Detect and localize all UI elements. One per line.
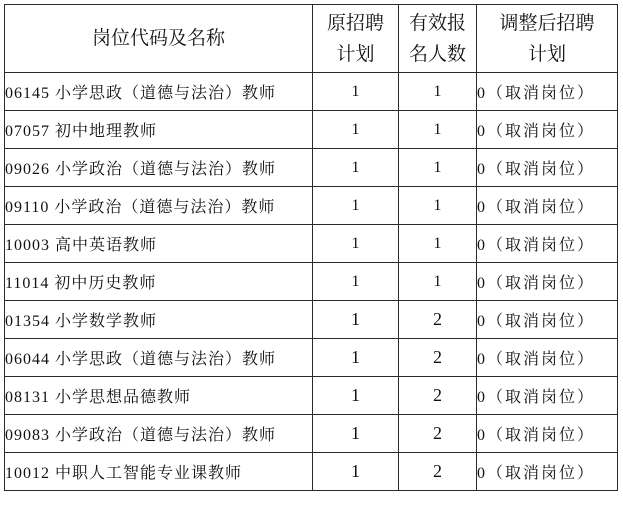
table-body <box>5 73 618 491</box>
adjusted-plan-cell: 0（取消岗位） <box>477 187 618 225</box>
table-row <box>5 339 618 377</box>
table-row <box>5 73 618 111</box>
original-plan-cell: 1 <box>313 415 399 453</box>
header-adjusted-plan: 调整后招聘 计划 <box>477 5 618 73</box>
header-original-plan: 原招聘 计划 <box>313 5 399 73</box>
adjusted-plan-cell: 0（取消岗位） <box>477 149 618 187</box>
adjusted-plan-cell: 0（取消岗位） <box>477 301 618 339</box>
table-row <box>5 415 618 453</box>
position-name-cell: 01354 小学数学教师 <box>5 301 313 339</box>
header-row <box>5 5 618 73</box>
original-plan-cell: 1 <box>313 187 399 225</box>
position-name-cell: 07057 初中地理教师 <box>5 111 313 149</box>
applicants-cell: 1 <box>399 111 477 149</box>
applicants-cell: 2 <box>399 377 477 415</box>
applicants-cell: 2 <box>399 301 477 339</box>
adjusted-plan-cell: 0（取消岗位） <box>477 377 618 415</box>
table-row <box>5 225 618 263</box>
position-name-cell: 11014 初中历史教师 <box>5 263 313 301</box>
table-row <box>5 149 618 187</box>
table-row <box>5 301 618 339</box>
applicants-cell: 2 <box>399 453 477 491</box>
applicants-cell: 1 <box>399 149 477 187</box>
position-name-cell: 09083 小学政治（道德与法治）教师 <box>5 415 313 453</box>
original-plan-cell: 1 <box>313 339 399 377</box>
table-row <box>5 453 618 491</box>
applicants-cell: 1 <box>399 225 477 263</box>
original-plan-cell: 1 <box>313 377 399 415</box>
position-adjustment-table <box>4 4 618 491</box>
applicants-cell: 2 <box>399 415 477 453</box>
adjusted-plan-cell: 0（取消岗位） <box>477 225 618 263</box>
applicants-cell: 1 <box>399 73 477 111</box>
header-position-code-name: 岗位代码及名称 <box>5 5 313 73</box>
position-name-cell: 06145 小学思政（道德与法治）教师 <box>5 73 313 111</box>
position-name-cell: 06044 小学思政（道德与法治）教师 <box>5 339 313 377</box>
adjusted-plan-cell: 0（取消岗位） <box>477 453 618 491</box>
position-name-cell: 10012 中职人工智能专业课教师 <box>5 453 313 491</box>
table-row <box>5 111 618 149</box>
original-plan-cell: 1 <box>313 149 399 187</box>
adjusted-plan-cell: 0（取消岗位） <box>477 339 618 377</box>
original-plan-cell: 1 <box>313 73 399 111</box>
position-name-cell: 09110 小学政治（道德与法治）教师 <box>5 187 313 225</box>
original-plan-cell: 1 <box>313 301 399 339</box>
original-plan-cell: 1 <box>313 225 399 263</box>
original-plan-cell: 1 <box>313 263 399 301</box>
table-row <box>5 263 618 301</box>
table-row <box>5 187 618 225</box>
applicants-cell: 1 <box>399 187 477 225</box>
adjusted-plan-cell: 0（取消岗位） <box>477 415 618 453</box>
original-plan-cell: 1 <box>313 111 399 149</box>
position-name-cell: 09026 小学政治（道德与法治）教师 <box>5 149 313 187</box>
adjusted-plan-cell: 0（取消岗位） <box>477 111 618 149</box>
applicants-cell: 1 <box>399 263 477 301</box>
position-name-cell: 08131 小学思想品德教师 <box>5 377 313 415</box>
adjusted-plan-cell: 0（取消岗位） <box>477 263 618 301</box>
original-plan-cell: 1 <box>313 453 399 491</box>
adjusted-plan-cell: 0（取消岗位） <box>477 73 618 111</box>
applicants-cell: 2 <box>399 339 477 377</box>
position-name-cell: 10003 高中英语教师 <box>5 225 313 263</box>
table-row <box>5 377 618 415</box>
header-valid-applicants: 有效报 名人数 <box>399 5 477 73</box>
